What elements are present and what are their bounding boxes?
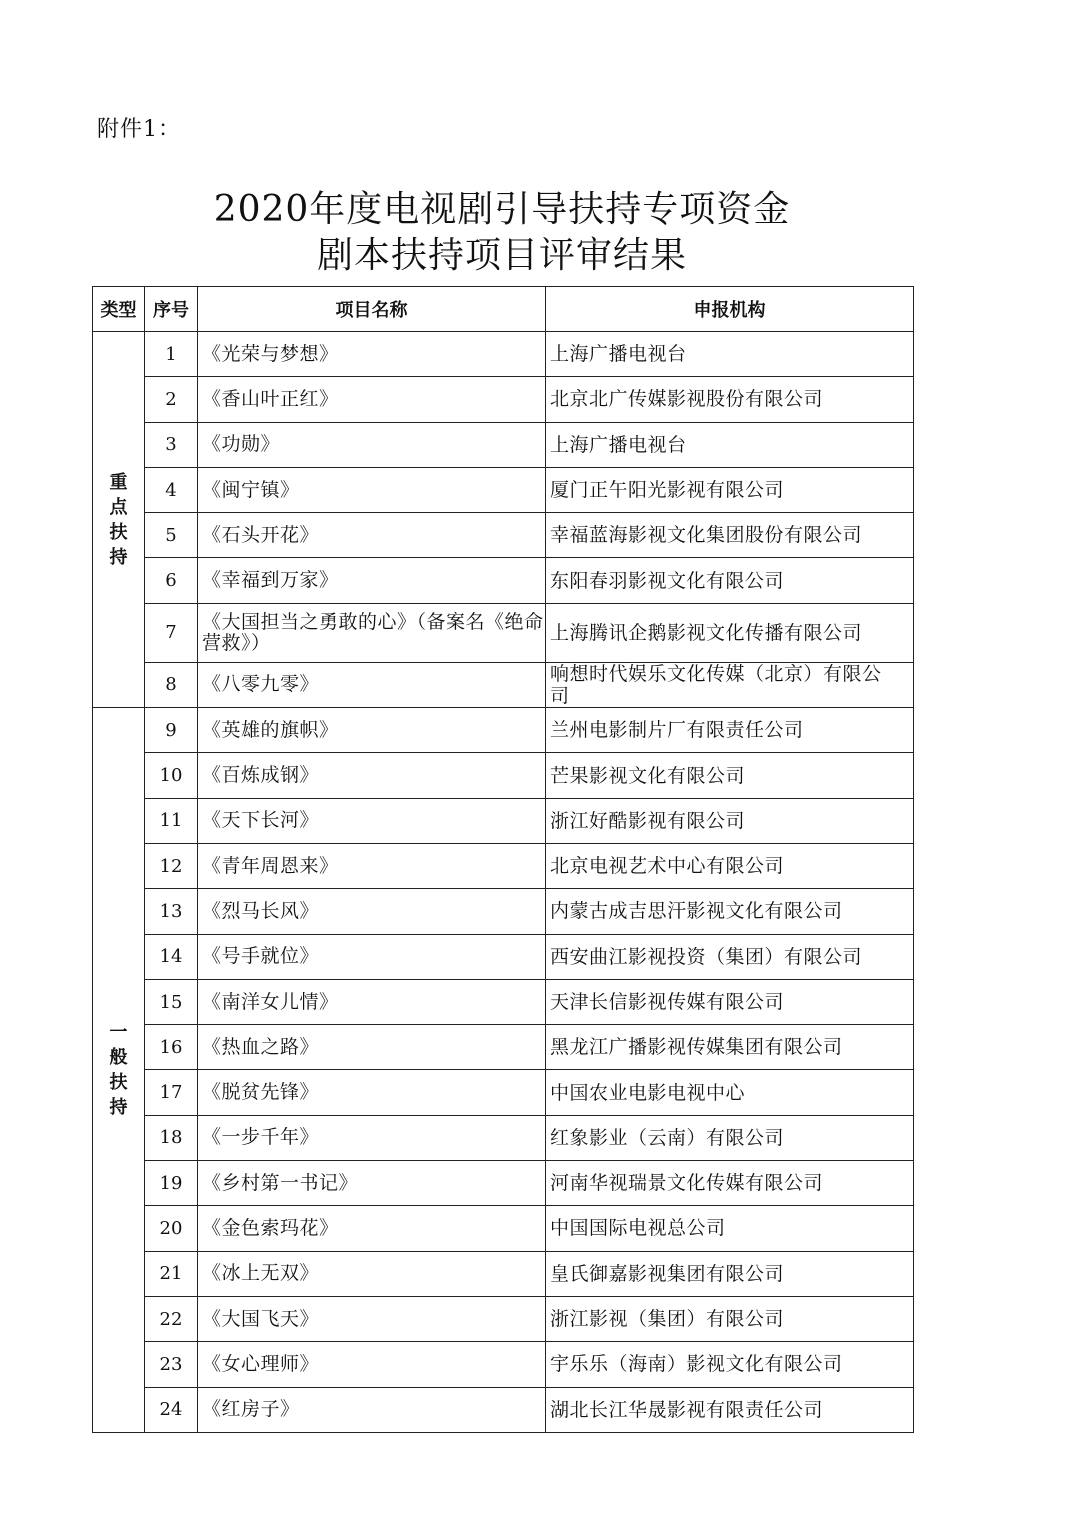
applicant-org: 河南华视瑞景文化传媒有限公司 xyxy=(546,1161,914,1206)
row-number: 14 xyxy=(145,934,198,979)
table-row xyxy=(93,1296,914,1341)
applicant-org: 上海广播电视台 xyxy=(546,332,914,377)
row-number: 9 xyxy=(145,708,198,753)
project-name: 《脱贫先锋》 xyxy=(198,1070,546,1115)
project-name: 《冰上无双》 xyxy=(198,1251,546,1296)
document-title-line-2: 剧本扶持项目评审结果 xyxy=(316,235,687,276)
project-name: 《青年周恩来》 xyxy=(198,843,546,888)
table-row xyxy=(93,332,914,377)
project-name: 《功勋》 xyxy=(198,422,546,467)
applicant-org: 黑龙江广播影视传媒集团有限公司 xyxy=(546,1025,914,1070)
table-row xyxy=(93,1206,914,1251)
row-number: 1 xyxy=(145,332,198,377)
applicant-org: 芒果影视文化有限公司 xyxy=(546,753,914,798)
row-number: 10 xyxy=(145,753,198,798)
table-row xyxy=(93,558,914,603)
row-number: 5 xyxy=(145,513,198,558)
table-row xyxy=(93,422,914,467)
applicant-org: 上海腾讯企鹅影视文化传播有限公司 xyxy=(546,603,914,662)
table-row xyxy=(93,979,914,1024)
row-number: 8 xyxy=(145,662,198,707)
applicant-org: 西安曲江影视投资（集团）有限公司 xyxy=(546,934,914,979)
project-name: 《烈马长风》 xyxy=(198,889,546,934)
table-row xyxy=(93,377,914,422)
project-name: 《大国飞天》 xyxy=(198,1296,546,1341)
project-name: 《八零九零》 xyxy=(198,662,546,707)
header-type: 类型 xyxy=(93,287,145,332)
table-row xyxy=(93,1251,914,1296)
table-row xyxy=(93,662,914,707)
row-number: 13 xyxy=(145,889,198,934)
applicant-org: 厦门正午阳光影视有限公司 xyxy=(546,467,914,512)
row-number: 6 xyxy=(145,558,198,603)
applicant-org: 中国国际电视总公司 xyxy=(546,1206,914,1251)
header-applicant: 申报机构 xyxy=(546,287,914,332)
table-header-row xyxy=(93,287,914,332)
type-label: 一般扶持 xyxy=(109,1021,128,1118)
project-name: 《乡村第一书记》 xyxy=(198,1161,546,1206)
table-row xyxy=(93,603,914,662)
project-name: 《幸福到万家》 xyxy=(198,558,546,603)
table-row xyxy=(93,1025,914,1070)
applicant-org: 宇乐乐（海南）影视文化有限公司 xyxy=(546,1342,914,1387)
row-number: 11 xyxy=(145,798,198,843)
applicant-org: 浙江影视（集团）有限公司 xyxy=(546,1296,914,1341)
table-row xyxy=(93,889,914,934)
table-row xyxy=(93,1070,914,1115)
table-row xyxy=(93,1342,914,1387)
header-number: 序号 xyxy=(145,287,198,332)
table-row xyxy=(93,1161,914,1206)
header-project-name: 项目名称 xyxy=(198,287,546,332)
project-name: 《一步千年》 xyxy=(198,1115,546,1160)
row-number: 23 xyxy=(145,1342,198,1387)
row-number: 22 xyxy=(145,1296,198,1341)
project-name: 《百炼成钢》 xyxy=(198,753,546,798)
attachment-label: 附件1： xyxy=(97,117,181,142)
results-table xyxy=(92,286,914,1433)
project-name: 《闽宁镇》 xyxy=(198,467,546,512)
applicant-org: 响想时代娱乐文化传媒（北京）有限公司 xyxy=(546,662,914,707)
project-name: 《石头开花》 xyxy=(198,513,546,558)
row-number: 17 xyxy=(145,1070,198,1115)
applicant-org: 上海广播电视台 xyxy=(546,422,914,467)
project-name: 《南洋女儿情》 xyxy=(198,979,546,1024)
project-name: 《女心理师》 xyxy=(198,1342,546,1387)
project-name: 《大国担当之勇敢的心》（备案名《绝命营救》） xyxy=(198,603,546,662)
table-row xyxy=(93,1115,914,1160)
table-row xyxy=(93,753,914,798)
row-number: 24 xyxy=(145,1387,198,1432)
applicant-org: 浙江好酷影视有限公司 xyxy=(546,798,914,843)
table-row xyxy=(93,934,914,979)
row-number: 16 xyxy=(145,1025,198,1070)
row-number: 18 xyxy=(145,1115,198,1160)
project-name: 《红房子》 xyxy=(198,1387,546,1432)
applicant-org: 皇氏御嘉影视集团有限公司 xyxy=(546,1251,914,1296)
type-label: 重点扶持 xyxy=(109,471,128,568)
applicant-org: 幸福蓝海影视文化集团股份有限公司 xyxy=(546,513,914,558)
project-name: 《金色索玛花》 xyxy=(198,1206,546,1251)
project-name: 《香山叶正红》 xyxy=(198,377,546,422)
applicant-org: 湖北长江华晟影视有限责任公司 xyxy=(546,1387,914,1432)
row-number: 15 xyxy=(145,979,198,1024)
table-row xyxy=(93,843,914,888)
project-name: 《号手就位》 xyxy=(198,934,546,979)
type-cell xyxy=(93,332,145,708)
type-cell xyxy=(93,708,145,1433)
project-name: 《热血之路》 xyxy=(198,1025,546,1070)
table-row xyxy=(93,513,914,558)
row-number: 20 xyxy=(145,1206,198,1251)
document-title-line-1: 2020年度电视剧引导扶持专项资金 xyxy=(213,189,791,230)
table-row xyxy=(93,798,914,843)
table-row xyxy=(93,1387,914,1432)
applicant-org: 北京北广传媒影视股份有限公司 xyxy=(546,377,914,422)
applicant-org: 兰州电影制片厂有限责任公司 xyxy=(546,708,914,753)
row-number: 3 xyxy=(145,422,198,467)
applicant-org: 红象影业（云南）有限公司 xyxy=(546,1115,914,1160)
applicant-org: 内蒙古成吉思汗影视文化有限公司 xyxy=(546,889,914,934)
table-row xyxy=(93,467,914,512)
row-number: 19 xyxy=(145,1161,198,1206)
row-number: 4 xyxy=(145,467,198,512)
project-name: 《英雄的旗帜》 xyxy=(198,708,546,753)
applicant-org: 北京电视艺术中心有限公司 xyxy=(546,843,914,888)
row-number: 2 xyxy=(145,377,198,422)
table-body xyxy=(93,332,914,1433)
table-row xyxy=(93,708,914,753)
applicant-org: 东阳春羽影视文化有限公司 xyxy=(546,558,914,603)
row-number: 21 xyxy=(145,1251,198,1296)
project-name: 《天下长河》 xyxy=(198,798,546,843)
row-number: 12 xyxy=(145,843,198,888)
project-name: 《光荣与梦想》 xyxy=(198,332,546,377)
row-number: 7 xyxy=(145,603,198,662)
applicant-org: 中国农业电影电视中心 xyxy=(546,1070,914,1115)
applicant-org: 天津长信影视传媒有限公司 xyxy=(546,979,914,1024)
